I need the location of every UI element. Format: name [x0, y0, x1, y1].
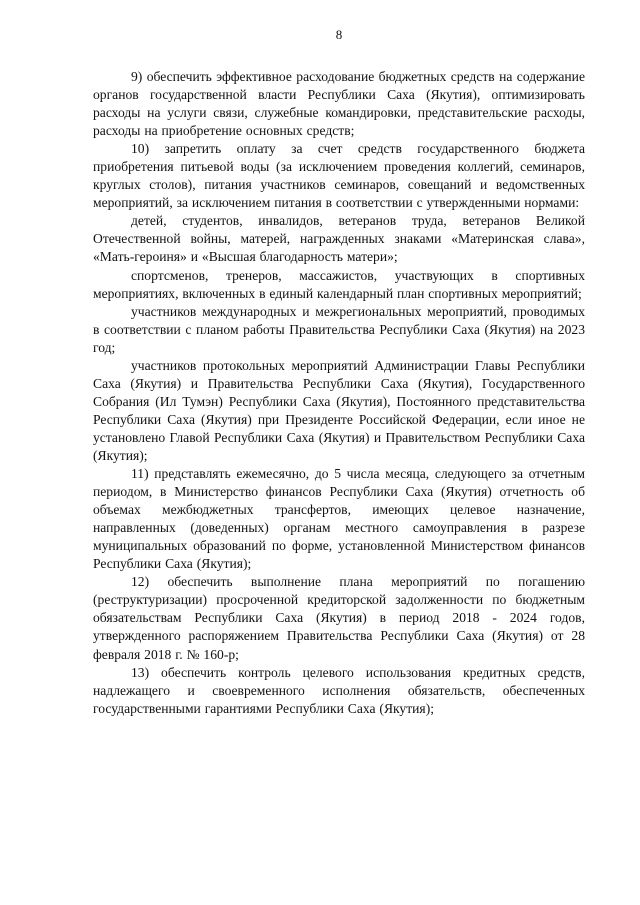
paragraph-item-11: 11) представлять ежемесячно, до 5 числа месяца, следующего за отчетным периодом, в Министерство финансов Республики Саха (Якутия) отчетность об объемах межбюджетных трансфертов, имеющих целевое назначение, направленных (доведенных) органам местного самоуправления в разрезе муниципальных образований по форме, установленной Министерством финансов Республики Саха (Якутия);: [93, 466, 585, 572]
paragraph-sub-protocol: участников протокольных мероприятий Администрации Главы Республики Саха (Якутия) и Правительства Республики Саха (Якутия), Государственного Собрания (Ил Тумэн) Республики Саха (Якутия), Постоянного представительства Республики Саха (Якутия) при Президенте Российской Федерации, если иное не установлено Главой Республики Саха (Якутия) и Правительством Республики Саха (Якутия);: [93, 357, 585, 463]
page-number: 8: [335, 27, 343, 42]
paragraph-sub-athletes: спортсменов, тренеров, массажистов, участвующих в спортивных мероприятиях, включенных в единый календарный план спортивных мероприятий;: [93, 267, 585, 301]
paragraph-item-9: 9) обеспечить эффективное расходование бюджетных средств на содержание органов государственной власти Республики Саха (Якутия), оптимизировать расходы на услуги связи, служебные командировки, представительские расходы, расходы на приобретение основных средств;: [93, 69, 585, 139]
paragraph-sub-children: детей, студентов, инвалидов, ветеранов труда, ветеранов Великой Отечественной войны, матерей, награжденных знаками «Материнская слава», «Мать-героиня» и «Высшая благодарность матери»;: [93, 213, 585, 265]
paragraph-item-12: 12) обеспечить выполнение плана мероприятий по погашению (реструктуризации) просроченной кредиторской задолженности по бюджетным обязательствам Республики Саха (Якутия) в период 2018 - 2024 годов, утвержденного распоряжением Правительства Республики Саха (Якутия) от 28 февраля 2018 г. № 160-р;: [93, 574, 585, 662]
paragraph-sub-international: участников международных и межрегиональных мероприятий, проводимых в соответствии с планом работы Правительства Республики Саха (Якутия) на 2023 год;: [93, 303, 585, 355]
paragraph-item-13: 13) обеспечить контроль целевого использования кредитных средств, надлежащего и своевременного исполнения обязательств, обеспеченных государственными гарантиями Республики Саха (Якутия);: [93, 664, 585, 716]
paragraph-item-10: 10) запретить оплату за счет средств государственного бюджета приобретения питьевой воды (за исключением проведения коллегий, семинаров, круглых столов), питания участников семинаров, совещаний и ведомственных мероприятий, за исключением питания в соответствии с утвержденными нормами:: [93, 141, 585, 211]
